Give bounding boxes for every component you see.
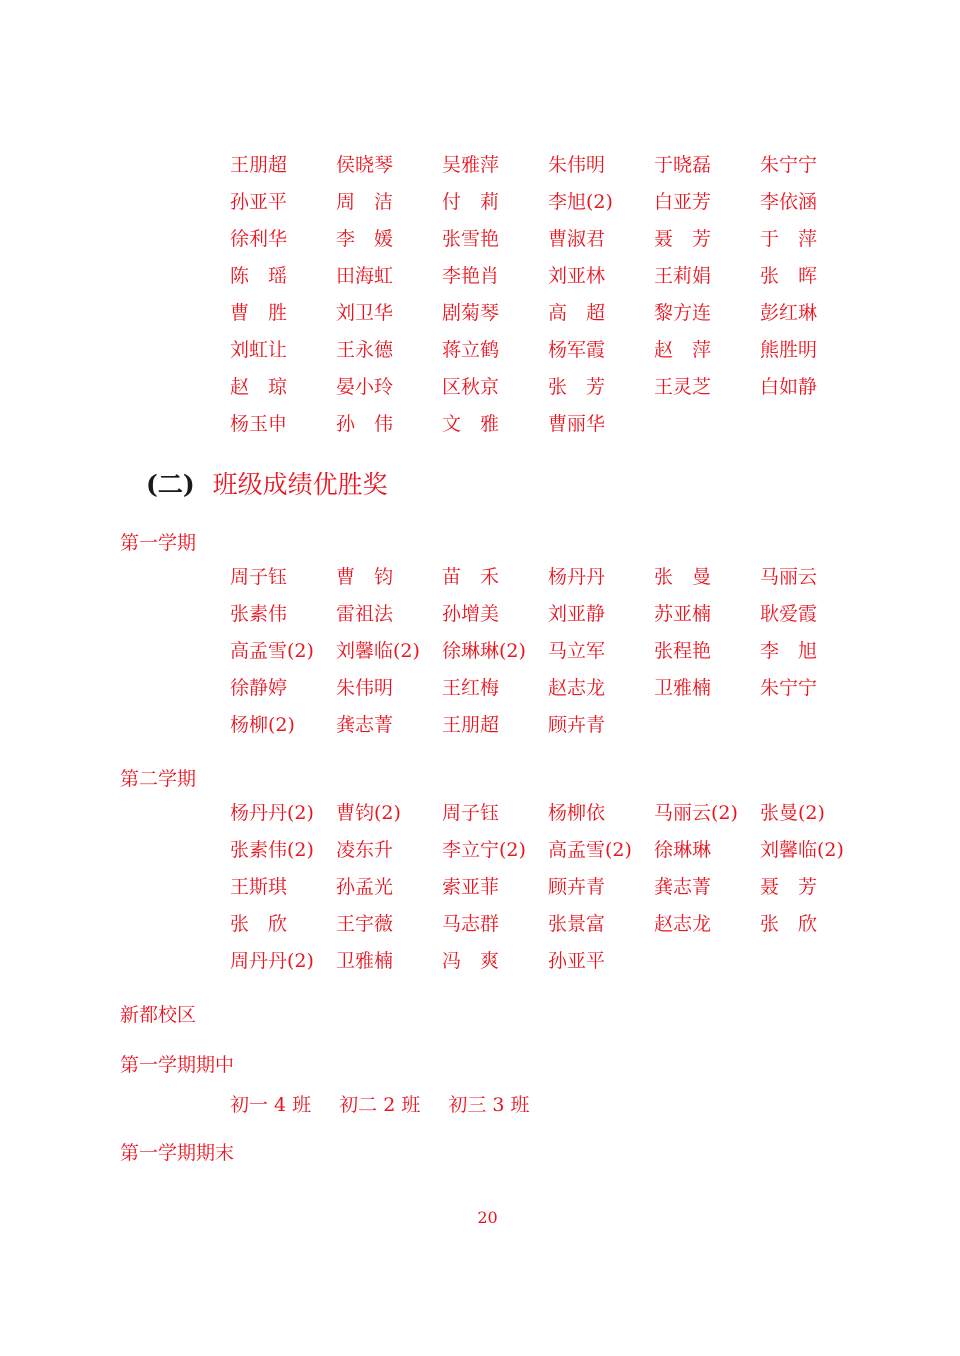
name-entry: 周子钰 — [230, 566, 288, 588]
name-entry: 顾卉青 — [548, 876, 606, 898]
semester2-names-list — [230, 804, 866, 971]
name-entry: 刘亚静 — [548, 603, 606, 625]
name-entry: 张 曼 — [654, 566, 712, 588]
name-entry: 刘馨临(2) — [336, 640, 420, 662]
name-entry: 周 洁 — [336, 191, 394, 213]
name-entry: 高孟雪(2) — [548, 839, 632, 861]
name-entry: 凌东升 — [336, 839, 394, 861]
name-entry: 卫雅楠 — [654, 677, 712, 699]
name-entry: 曹淑君 — [548, 228, 606, 250]
name-entry: 陈 瑶 — [230, 265, 288, 287]
name-entry: 杨军霞 — [548, 339, 606, 361]
name-entry: 杨丹丹(2) — [230, 802, 314, 824]
name-entry: 卫雅楠 — [336, 950, 394, 972]
name-entry: 刘卫华 — [336, 302, 394, 324]
name-entry: 徐利华 — [230, 228, 288, 250]
name-entry: 张 欣 — [760, 913, 818, 935]
name-entry: 刘亚林 — [548, 265, 606, 287]
name-entry: 文 雅 — [442, 413, 500, 435]
name-entry: 苏亚楠 — [654, 603, 712, 625]
name-entry: 吴雅萍 — [442, 154, 500, 176]
campus-label: 新都校区 — [120, 1004, 197, 1026]
name-entry: 于 萍 — [760, 228, 818, 250]
name-entry: 张 欣 — [230, 913, 288, 935]
name-entry: 朱宁宁 — [760, 677, 818, 699]
name-entry: 高 超 — [548, 302, 606, 324]
name-entry: 马志群 — [442, 913, 500, 935]
name-entry: 顾卉青 — [548, 714, 606, 736]
name-entry: 杨玉申 — [230, 413, 288, 435]
name-entry: 晏小玲 — [336, 376, 394, 398]
name-entry: 马丽云 — [760, 566, 818, 588]
name-entry: 龚志菁 — [654, 876, 712, 898]
class-item: 初二 2 班 — [339, 1094, 421, 1116]
name-entry: 冯 爽 — [442, 950, 500, 972]
semester1-names-list — [230, 568, 866, 735]
name-entry: 刘虹让 — [230, 339, 288, 361]
semester2-label: 第二学期 — [120, 768, 197, 790]
name-entry: 徐静婷 — [230, 677, 288, 699]
name-entry: 王莉娟 — [654, 265, 712, 287]
award-names-list — [230, 156, 866, 434]
name-entry: 白如静 — [760, 376, 818, 398]
name-entry: 曹 钧 — [336, 566, 394, 588]
section-title: 班级成绩优胜奖 — [212, 470, 388, 499]
name-entry: 张曼(2) — [760, 802, 825, 824]
midterm-label: 第一学期期中 — [120, 1054, 235, 1076]
name-entry: 曹丽华 — [548, 413, 606, 435]
name-entry: 孙 伟 — [336, 413, 394, 435]
name-entry: 朱宁宁 — [760, 154, 818, 176]
name-entry: 孙增美 — [442, 603, 500, 625]
name-entry: 李 旭 — [760, 640, 818, 662]
name-entry: 张雪艳 — [442, 228, 500, 250]
name-entry: 剧菊琴 — [442, 302, 500, 324]
name-entry: 马立军 — [548, 640, 606, 662]
name-entry: 张 晖 — [760, 265, 818, 287]
name-entry: 李立宁(2) — [442, 839, 526, 861]
name-entry: 聂 芳 — [760, 876, 818, 898]
name-entry: 黎方连 — [654, 302, 712, 324]
name-entry: 白亚芳 — [654, 191, 712, 213]
name-entry: 区秋京 — [442, 376, 500, 398]
name-entry: 杨柳(2) — [230, 714, 295, 736]
name-entry: 于晓磊 — [654, 154, 712, 176]
name-entry: 王斯琪 — [230, 876, 288, 898]
name-entry: 周丹丹(2) — [230, 950, 314, 972]
name-entry: 张景富 — [548, 913, 606, 935]
section-heading — [146, 465, 388, 501]
name-entry: 耿爱霞 — [760, 603, 818, 625]
semester1-label: 第一学期 — [120, 532, 197, 554]
name-entry: 王朋超 — [442, 714, 500, 736]
name-entry: 赵 萍 — [654, 339, 712, 361]
name-entry: 王朋超 — [230, 154, 288, 176]
name-entry: 赵 琼 — [230, 376, 288, 398]
name-entry: 王灵芝 — [654, 376, 712, 398]
name-entry: 王永德 — [336, 339, 394, 361]
name-entry: 李艳肖 — [442, 265, 500, 287]
name-entry: 赵志龙 — [654, 913, 712, 935]
class-item: 初三 3 班 — [448, 1094, 530, 1116]
name-entry: 蒋立鹤 — [442, 339, 500, 361]
name-entry: 高孟雪(2) — [230, 640, 314, 662]
final-label: 第一学期期末 — [120, 1142, 235, 1164]
name-entry: 王红梅 — [442, 677, 500, 699]
name-entry: 李依涵 — [760, 191, 818, 213]
name-entry: 刘馨临(2) — [760, 839, 844, 861]
name-entry: 马丽云(2) — [654, 802, 738, 824]
name-entry: 孙亚平 — [548, 950, 606, 972]
name-entry: 徐琳琳(2) — [442, 640, 526, 662]
name-entry: 徐琳琳 — [654, 839, 712, 861]
name-entry: 李 媛 — [336, 228, 394, 250]
midterm-classes — [230, 1090, 530, 1117]
name-entry: 曹 胜 — [230, 302, 288, 324]
name-entry: 龚志菁 — [336, 714, 394, 736]
name-entry: 王宇薇 — [336, 913, 394, 935]
name-entry: 孙孟光 — [336, 876, 394, 898]
name-entry: 侯晓琴 — [336, 154, 394, 176]
name-entry: 彭红琳 — [760, 302, 818, 324]
name-entry: 张素伟 — [230, 603, 288, 625]
name-entry: 杨丹丹 — [548, 566, 606, 588]
name-entry: 周子钰 — [442, 802, 500, 824]
name-entry: 朱伟明 — [336, 677, 394, 699]
name-entry: 田海虹 — [336, 265, 394, 287]
page-number: 20 — [477, 1208, 498, 1227]
name-entry: 赵志龙 — [548, 677, 606, 699]
name-entry: 雷祖法 — [336, 603, 394, 625]
name-entry: 李旭(2) — [548, 191, 613, 213]
name-entry: 苗 禾 — [442, 566, 500, 588]
name-entry: 孙亚平 — [230, 191, 288, 213]
name-entry: 聂 芳 — [654, 228, 712, 250]
name-entry: 曹钧(2) — [336, 802, 401, 824]
name-entry: 熊胜明 — [760, 339, 818, 361]
name-entry: 张素伟(2) — [230, 839, 314, 861]
name-entry: 张程艳 — [654, 640, 712, 662]
class-item: 初一 4 班 — [230, 1094, 312, 1116]
name-entry: 朱伟明 — [548, 154, 606, 176]
name-entry: 杨柳依 — [548, 802, 606, 824]
name-entry: 付 莉 — [442, 191, 500, 213]
name-entry: 索亚菲 — [442, 876, 500, 898]
name-entry: 张 芳 — [548, 376, 606, 398]
section-number: (二) — [146, 470, 195, 499]
